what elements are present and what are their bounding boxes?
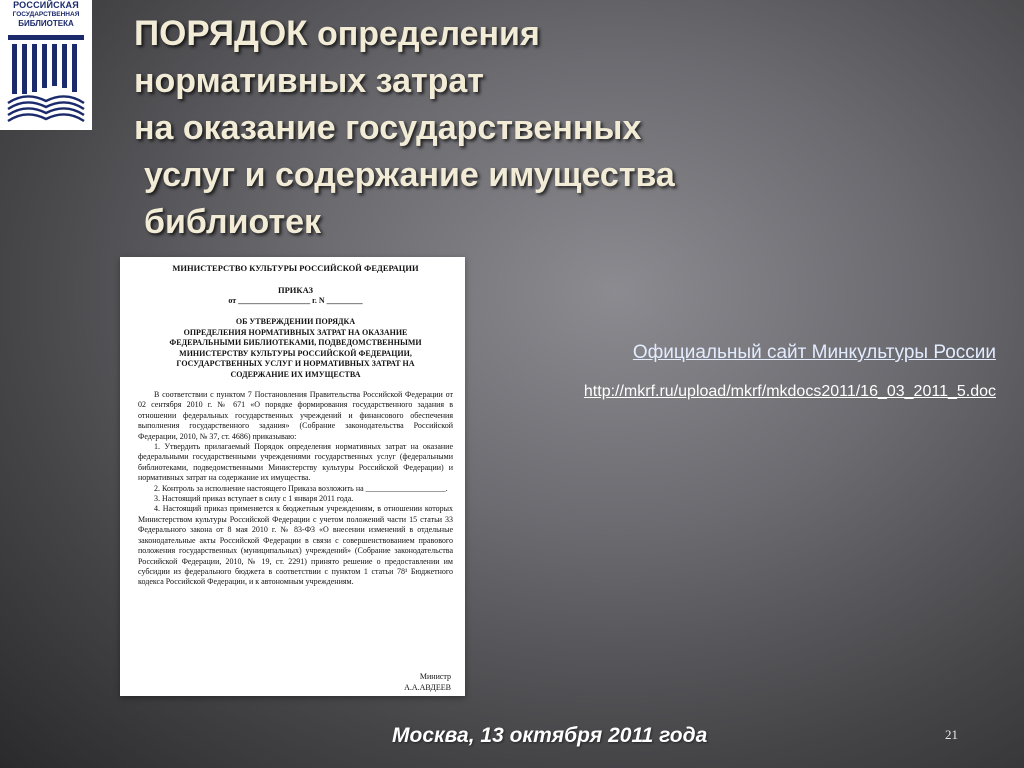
doc-heading-line: ОБ УТВЕРЖДЕНИИ ПОРЯДКА bbox=[235, 317, 356, 326]
doc-paragraph: В соответствии с пунктом 7 Постановления Правительства Российской Федерации от 02 сентября 2010 г. № 671 «О порядке формирования государственного задания в отношении федеральных государственных учреждений и финансового обеспечения выполнения государственного задания» (Собрание законодательства Российской Федерации, 2010, № 37, ст. 4686) приказываю: bbox=[138, 390, 453, 441]
doc-paragraph: 1. Утвердить прилагаемый Порядок определения нормативных затрат на оказание федеральными государственными учреждениями государственных услуг (федеральными библиотеками, подведомственными Министерству культуры Российской Федерации) и нормативных затрат на содержание их имущества. bbox=[138, 442, 453, 483]
logo-line-1: РОССИЙСКАЯ bbox=[13, 0, 79, 10]
order-document-image bbox=[120, 257, 465, 696]
doc-paragraph: 4. Настоящий приказ применяется к бюджетным учреждениям, в отношении которых Министерством культуры Российской Федерации с учетом положений части 15 статьи 33 Федерального закона от 8 мая 2010 г. № 83-ФЗ «О внесении изменений в отдельные законодательные акты Российской Федерации в связи с совершенствованием правового положения государственных (муниципальных) учреждений» (Собрание законодательства Российской Федерации, 2010, № 19, ст. 2291) принято решение о предоставлении им субсидии из федерального бюджета в соответствии с пунктом 1 статьи 78¹ Бюджетного кодекса Российской Федерации, и к автономным учреждениям. bbox=[138, 504, 453, 587]
title-line-5: библиотек bbox=[144, 203, 322, 241]
library-logo bbox=[0, 0, 92, 130]
document-url-link[interactable]: http://mkrf.ru/upload/mkrf/mkdocs2011/16_03_2011_5.doc bbox=[583, 383, 996, 400]
doc-signature-name: А.А.АВДЕЕВ bbox=[404, 683, 451, 692]
title-line-1-rest: определения bbox=[307, 15, 540, 53]
title-first-word: ПОРЯДОК bbox=[134, 14, 308, 53]
slide-footer: Москва, 13 октября 2011 года bbox=[392, 724, 708, 747]
slide-title bbox=[134, 10, 854, 246]
doc-ministry: МИНИСТЕРСТВО КУЛЬТУРЫ РОССИЙСКОЙ ФЕДЕРАЦИИ bbox=[172, 263, 419, 273]
ministry-site-link[interactable]: Официальный сайт Минкультуры России bbox=[632, 342, 996, 363]
doc-heading-line: ОПРЕДЕЛЕНИЯ НОРМАТИВНЫХ ЗАТРАТ НА ОКАЗАНИЕ bbox=[183, 327, 408, 337]
doc-heading-line: ФЕДЕРАЛЬНЫМИ БИБЛИОТЕКАМИ, ПОДВЕДОМСТВЕННЫМИ bbox=[169, 338, 422, 347]
doc-heading-line: ГОСУДАРСТВЕННЫХ УСЛУГ И НОРМАТИВНЫХ ЗАТРАТ НА bbox=[176, 359, 415, 368]
title-line-2: нормативных затрат bbox=[134, 62, 484, 100]
doc-signature-title: Министр bbox=[419, 672, 451, 681]
doc-paragraph: 3. Настоящий приказ вступает в силу с 1 января 2011 года. bbox=[154, 494, 354, 504]
doc-date-line: от __________________ г. N _________ bbox=[228, 296, 363, 305]
doc-body bbox=[138, 390, 453, 588]
title-line-4: услуг и содержание имущества bbox=[144, 156, 675, 194]
title-line-3: на оказание государственных bbox=[134, 109, 642, 147]
doc-heading-line: СОДЕРЖАНИЕ ИХ ИМУЩЕСТВА bbox=[230, 369, 361, 379]
logo-line-2: ГОСУДАРСТВЕННАЯ bbox=[12, 11, 80, 18]
library-building-book-icon bbox=[6, 33, 86, 127]
doc-signature bbox=[404, 671, 451, 693]
doc-heading bbox=[138, 317, 453, 380]
doc-prikaz: ПРИКАЗ bbox=[278, 285, 313, 295]
doc-heading-line: МИНИСТЕРСТВУ КУЛЬТУРЫ РОССИЙСКОЙ ФЕДЕРАЦИИ, bbox=[179, 348, 412, 358]
logo-text bbox=[4, 1, 88, 28]
logo-line-3: БИБЛИОТЕКА bbox=[18, 19, 74, 28]
page-number: 21 bbox=[945, 727, 958, 742]
title-line-1 bbox=[134, 10, 854, 58]
doc-paragraph: 2. Контроль за исполнение настоящего Приказа возложить на ____________________. bbox=[154, 483, 448, 493]
